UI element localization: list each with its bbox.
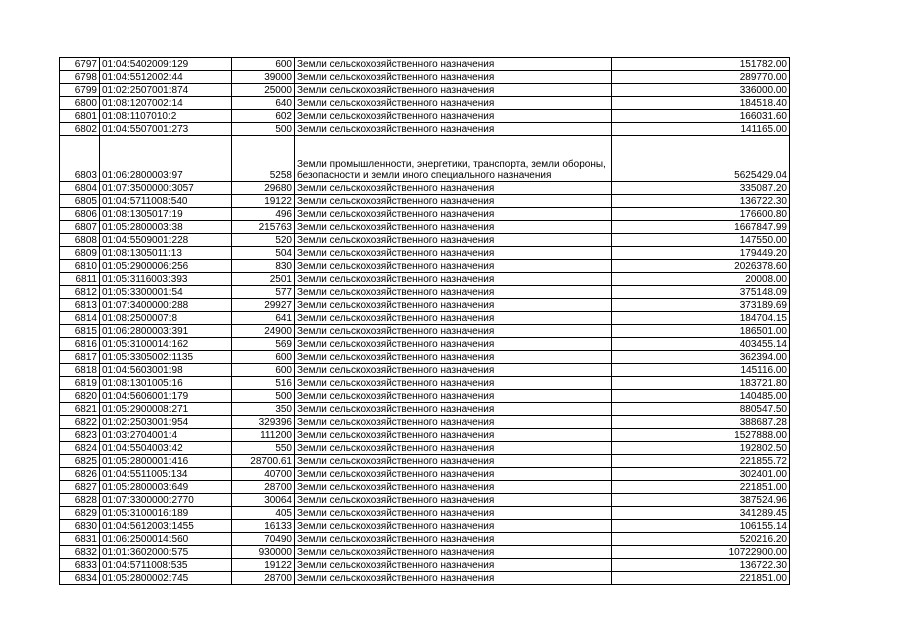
area-cell: 30064 [232, 494, 295, 507]
table-row [60, 481, 790, 494]
cadastral-number-cell: 01:08:1107010:2 [100, 110, 232, 123]
cadastral-number-cell: 01:03:2704001:4 [100, 429, 232, 442]
row-number-cell: 6799 [60, 84, 100, 97]
land-category-cell: Земли сельскохозяйственного назначения [295, 325, 612, 338]
row-number-cell: 6801 [60, 110, 100, 123]
land-category-cell: Земли сельскохозяйственного назначения [295, 364, 612, 377]
area-cell: 5258 [232, 136, 295, 182]
table-row [60, 97, 790, 110]
cadastral-number-cell: 01:08:1305017:19 [100, 208, 232, 221]
cadastral-value-cell: 221851.00 [612, 572, 790, 585]
area-cell: 600 [232, 58, 295, 71]
area-cell: 640 [232, 97, 295, 110]
cadastral-number-cell: 01:08:1207002:14 [100, 97, 232, 110]
cadastral-value-cell: 136722.30 [612, 195, 790, 208]
cadastral-value-cell: 289770.00 [612, 71, 790, 84]
area-cell: 520 [232, 234, 295, 247]
cadastral-value-cell: 221851.00 [612, 481, 790, 494]
table-row [60, 468, 790, 481]
row-number-cell: 6817 [60, 351, 100, 364]
area-cell: 641 [232, 312, 295, 325]
cadastral-number-cell: 01:04:5603001:98 [100, 364, 232, 377]
row-number-cell: 6802 [60, 123, 100, 136]
land-category-cell: Земли сельскохозяйственного назначения [295, 71, 612, 84]
cadastral-number-cell: 01:04:5606001:179 [100, 390, 232, 403]
cadastral-value-cell: 136722.30 [612, 559, 790, 572]
cadastral-number-cell: 01:08:1305011:13 [100, 247, 232, 260]
land-category-cell: Земли сельскохозяйственного назначения [295, 572, 612, 585]
land-category-cell: Земли сельскохозяйственного назначения [295, 195, 612, 208]
table-row [60, 58, 790, 71]
cadastral-number-cell: 01:04:5612003:1455 [100, 520, 232, 533]
area-cell: 600 [232, 351, 295, 364]
cadastral-number-cell: 01:04:5509001:228 [100, 234, 232, 247]
table-row [60, 533, 790, 546]
table-row [60, 84, 790, 97]
table-row [60, 364, 790, 377]
cadastral-number-cell: 01:07:3300000:2770 [100, 494, 232, 507]
row-number-cell: 6832 [60, 546, 100, 559]
cadastral-number-cell: 01:05:2800002:745 [100, 572, 232, 585]
area-cell: 930000 [232, 546, 295, 559]
area-cell: 28700.61 [232, 455, 295, 468]
land-category-cell: Земли сельскохозяйственного назначения [295, 416, 612, 429]
cadastral-number-cell: 01:05:2800003:649 [100, 481, 232, 494]
area-cell: 19122 [232, 559, 295, 572]
cadastral-value-cell: 192802.50 [612, 442, 790, 455]
cadastral-value-cell: 176600.80 [612, 208, 790, 221]
table-row [60, 234, 790, 247]
land-category-cell: Земли сельскохозяйственного назначения [295, 351, 612, 364]
table-row [60, 572, 790, 585]
cadastral-number-cell: 01:05:2800003:38 [100, 221, 232, 234]
land-category-cell: Земли сельскохозяйственного назначения [295, 429, 612, 442]
area-cell: 516 [232, 377, 295, 390]
cadastral-value-cell: 1667847.99 [612, 221, 790, 234]
table-row [60, 110, 790, 123]
area-cell: 577 [232, 286, 295, 299]
land-category-cell: Земли сельскохозяйственного назначения [295, 110, 612, 123]
table-row [60, 403, 790, 416]
land-category-cell: Земли сельскохозяйственного назначения [295, 559, 612, 572]
land-category-cell: Земли сельскохозяйственного назначения [295, 182, 612, 195]
cadastral-number-cell: 01:07:3400000:288 [100, 299, 232, 312]
land-cadastre-table [59, 57, 790, 585]
row-number-cell: 6805 [60, 195, 100, 208]
table-row [60, 390, 790, 403]
table-row [60, 442, 790, 455]
row-number-cell: 6826 [60, 468, 100, 481]
land-category-cell: Земли сельскохозяйственного назначения [295, 286, 612, 299]
row-number-cell: 6822 [60, 416, 100, 429]
cadastral-number-cell: 01:04:5402009:129 [100, 58, 232, 71]
area-cell: 500 [232, 123, 295, 136]
cadastral-value-cell: 373189.69 [612, 299, 790, 312]
cadastral-number-cell: 01:04:5507001:273 [100, 123, 232, 136]
table-row [60, 546, 790, 559]
area-cell: 19122 [232, 195, 295, 208]
row-number-cell: 6803 [60, 136, 100, 182]
land-category-cell: Земли сельскохозяйственного назначения [295, 481, 612, 494]
land-category-cell: Земли сельскохозяйственного назначения [295, 58, 612, 71]
area-cell: 350 [232, 403, 295, 416]
row-number-cell: 6821 [60, 403, 100, 416]
cadastral-value-cell: 184704.15 [612, 312, 790, 325]
row-number-cell: 6825 [60, 455, 100, 468]
table-row [60, 260, 790, 273]
area-cell: 830 [232, 260, 295, 273]
cadastral-number-cell: 01:08:2500007:8 [100, 312, 232, 325]
row-number-cell: 6823 [60, 429, 100, 442]
land-category-cell: Земли сельскохозяйственного назначения [295, 221, 612, 234]
cadastral-value-cell: 362394.00 [612, 351, 790, 364]
row-number-cell: 6797 [60, 58, 100, 71]
table-row [60, 520, 790, 533]
row-number-cell: 6819 [60, 377, 100, 390]
cadastral-number-cell: 01:05:3116003:393 [100, 273, 232, 286]
cadastral-value-cell: 184518.40 [612, 97, 790, 110]
cadastral-number-cell: 01:05:2800001:416 [100, 455, 232, 468]
land-category-cell: Земли сельскохозяйственного назначения [295, 390, 612, 403]
land-category-cell: Земли сельскохозяйственного назначения [295, 247, 612, 260]
cadastral-value-cell: 335087.20 [612, 182, 790, 195]
cadastral-value-cell: 403455.14 [612, 338, 790, 351]
cadastral-number-cell: 01:05:3305002:1135 [100, 351, 232, 364]
cadastral-value-cell: 221855.72 [612, 455, 790, 468]
area-cell: 329396 [232, 416, 295, 429]
row-number-cell: 6814 [60, 312, 100, 325]
land-category-cell: Земли сельскохозяйственного назначения [295, 273, 612, 286]
area-cell: 29680 [232, 182, 295, 195]
cadastral-number-cell: 01:04:5711008:540 [100, 195, 232, 208]
area-cell: 496 [232, 208, 295, 221]
table-row [60, 351, 790, 364]
row-number-cell: 6811 [60, 273, 100, 286]
area-cell: 25000 [232, 84, 295, 97]
cadastral-value-cell: 140485.00 [612, 390, 790, 403]
row-number-cell: 6816 [60, 338, 100, 351]
row-number-cell: 6829 [60, 507, 100, 520]
area-cell: 500 [232, 390, 295, 403]
cadastral-value-cell: 336000.00 [612, 84, 790, 97]
cadastral-value-cell: 341289.45 [612, 507, 790, 520]
cadastral-number-cell: 01:04:5512002:44 [100, 71, 232, 84]
land-category-cell: Земли промышленности, энергетики, транспорта, земли обороны, безопасности и земли иного специального назначения [295, 136, 612, 182]
row-number-cell: 6800 [60, 97, 100, 110]
row-number-cell: 6813 [60, 299, 100, 312]
cadastral-number-cell: 01:02:2507001:874 [100, 84, 232, 97]
cadastral-number-cell: 01:04:5511005:134 [100, 468, 232, 481]
cadastral-number-cell: 01:05:3300001:54 [100, 286, 232, 299]
area-cell: 569 [232, 338, 295, 351]
land-category-cell: Земли сельскохозяйственного назначения [295, 234, 612, 247]
cadastral-number-cell: 01:05:2900006:256 [100, 260, 232, 273]
land-category-cell: Земли сельскохозяйственного назначения [295, 442, 612, 455]
cadastral-value-cell: 183721.80 [612, 377, 790, 390]
row-number-cell: 6828 [60, 494, 100, 507]
table-row [60, 195, 790, 208]
table-row [60, 71, 790, 84]
row-number-cell: 6820 [60, 390, 100, 403]
cadastral-number-cell: 01:04:5504003:42 [100, 442, 232, 455]
area-cell: 2501 [232, 273, 295, 286]
table-row [60, 286, 790, 299]
row-number-cell: 6810 [60, 260, 100, 273]
cadastral-number-cell: 01:06:2500014:560 [100, 533, 232, 546]
cadastral-value-cell: 387524.96 [612, 494, 790, 507]
cadastral-value-cell: 151782.00 [612, 58, 790, 71]
row-number-cell: 6830 [60, 520, 100, 533]
table-row [60, 208, 790, 221]
row-number-cell: 6812 [60, 286, 100, 299]
land-category-cell: Земли сельскохозяйственного назначения [295, 338, 612, 351]
row-number-cell: 6809 [60, 247, 100, 260]
table-body [60, 58, 790, 585]
cadastral-value-cell: 147550.00 [612, 234, 790, 247]
table-row [60, 182, 790, 195]
cadastral-value-cell: 1527888.00 [612, 429, 790, 442]
area-cell: 16133 [232, 520, 295, 533]
cadastral-number-cell: 01:01:3602000:575 [100, 546, 232, 559]
land-category-cell: Земли сельскохозяйственного назначения [295, 312, 612, 325]
row-number-cell: 6808 [60, 234, 100, 247]
land-category-cell: Земли сельскохозяйственного назначения [295, 260, 612, 273]
area-cell: 405 [232, 507, 295, 520]
land-category-cell: Земли сельскохозяйственного назначения [295, 494, 612, 507]
cadastral-value-cell: 145116.00 [612, 364, 790, 377]
cadastral-number-cell: 01:06:2800003:391 [100, 325, 232, 338]
cadastral-value-cell: 388687.28 [612, 416, 790, 429]
row-number-cell: 6807 [60, 221, 100, 234]
area-cell: 550 [232, 442, 295, 455]
cadastral-value-cell: 10722900.00 [612, 546, 790, 559]
table-row [60, 273, 790, 286]
land-category-cell: Земли сельскохозяйственного назначения [295, 403, 612, 416]
row-number-cell: 6818 [60, 364, 100, 377]
cadastral-value-cell: 166031.60 [612, 110, 790, 123]
cadastral-value-cell: 186501.00 [612, 325, 790, 338]
table-row [60, 494, 790, 507]
row-number-cell: 6815 [60, 325, 100, 338]
table-row [60, 123, 790, 136]
land-category-cell: Земли сельскохозяйственного назначения [295, 546, 612, 559]
area-cell: 600 [232, 364, 295, 377]
cadastral-number-cell: 01:05:3100014:162 [100, 338, 232, 351]
area-cell: 39000 [232, 71, 295, 84]
area-cell: 24900 [232, 325, 295, 338]
cadastral-value-cell: 5625429.04 [612, 136, 790, 182]
cadastral-value-cell: 520216.20 [612, 533, 790, 546]
cadastral-number-cell: 01:07:3500000:3057 [100, 182, 232, 195]
cadastral-value-cell: 880547.50 [612, 403, 790, 416]
cadastral-number-cell: 01:02:2503001:954 [100, 416, 232, 429]
land-category-cell: Земли сельскохозяйственного назначения [295, 299, 612, 312]
row-number-cell: 6798 [60, 71, 100, 84]
table-row [60, 312, 790, 325]
cadastral-number-cell: 01:06:2800003:97 [100, 136, 232, 182]
land-category-cell: Земли сельскохозяйственного назначения [295, 377, 612, 390]
cadastral-value-cell: 2026378.60 [612, 260, 790, 273]
table-row [60, 299, 790, 312]
row-number-cell: 6833 [60, 559, 100, 572]
row-number-cell: 6806 [60, 208, 100, 221]
table-row [60, 507, 790, 520]
land-category-cell: Земли сельскохозяйственного назначения [295, 533, 612, 546]
cadastral-value-cell: 375148.09 [612, 286, 790, 299]
land-category-cell: Земли сельскохозяйственного назначения [295, 455, 612, 468]
area-cell: 28700 [232, 572, 295, 585]
land-category-cell: Земли сельскохозяйственного назначения [295, 507, 612, 520]
area-cell: 504 [232, 247, 295, 260]
table-row [60, 325, 790, 338]
cadastral-number-cell: 01:04:5711008:535 [100, 559, 232, 572]
row-number-cell: 6824 [60, 442, 100, 455]
land-category-cell: Земли сельскохозяйственного назначения [295, 208, 612, 221]
table-row [60, 416, 790, 429]
cadastral-number-cell: 01:05:3100016:189 [100, 507, 232, 520]
row-number-cell: 6827 [60, 481, 100, 494]
table-row [60, 455, 790, 468]
row-number-cell: 6831 [60, 533, 100, 546]
cadastral-value-cell: 302401.00 [612, 468, 790, 481]
area-cell: 40700 [232, 468, 295, 481]
area-cell: 28700 [232, 481, 295, 494]
land-category-cell: Земли сельскохозяйственного назначения [295, 520, 612, 533]
land-category-cell: Земли сельскохозяйственного назначения [295, 84, 612, 97]
table-row [60, 559, 790, 572]
cadastral-value-cell: 179449.20 [612, 247, 790, 260]
table-row [60, 338, 790, 351]
area-cell: 29927 [232, 299, 295, 312]
land-category-cell: Земли сельскохозяйственного назначения [295, 97, 612, 110]
cadastral-number-cell: 01:05:2900008:271 [100, 403, 232, 416]
land-category-cell: Земли сельскохозяйственного назначения [295, 123, 612, 136]
table-row [60, 221, 790, 234]
area-cell: 111200 [232, 429, 295, 442]
cadastral-value-cell: 141165.00 [612, 123, 790, 136]
cadastral-number-cell: 01:08:1301005:16 [100, 377, 232, 390]
table-row [60, 136, 790, 182]
cadastral-value-cell: 20008.00 [612, 273, 790, 286]
area-cell: 215763 [232, 221, 295, 234]
table-row [60, 247, 790, 260]
area-cell: 602 [232, 110, 295, 123]
row-number-cell: 6834 [60, 572, 100, 585]
area-cell: 70490 [232, 533, 295, 546]
row-number-cell: 6804 [60, 182, 100, 195]
table-row [60, 429, 790, 442]
land-category-cell: Земли сельскохозяйственного назначения [295, 468, 612, 481]
cadastral-value-cell: 106155.14 [612, 520, 790, 533]
table-row [60, 377, 790, 390]
